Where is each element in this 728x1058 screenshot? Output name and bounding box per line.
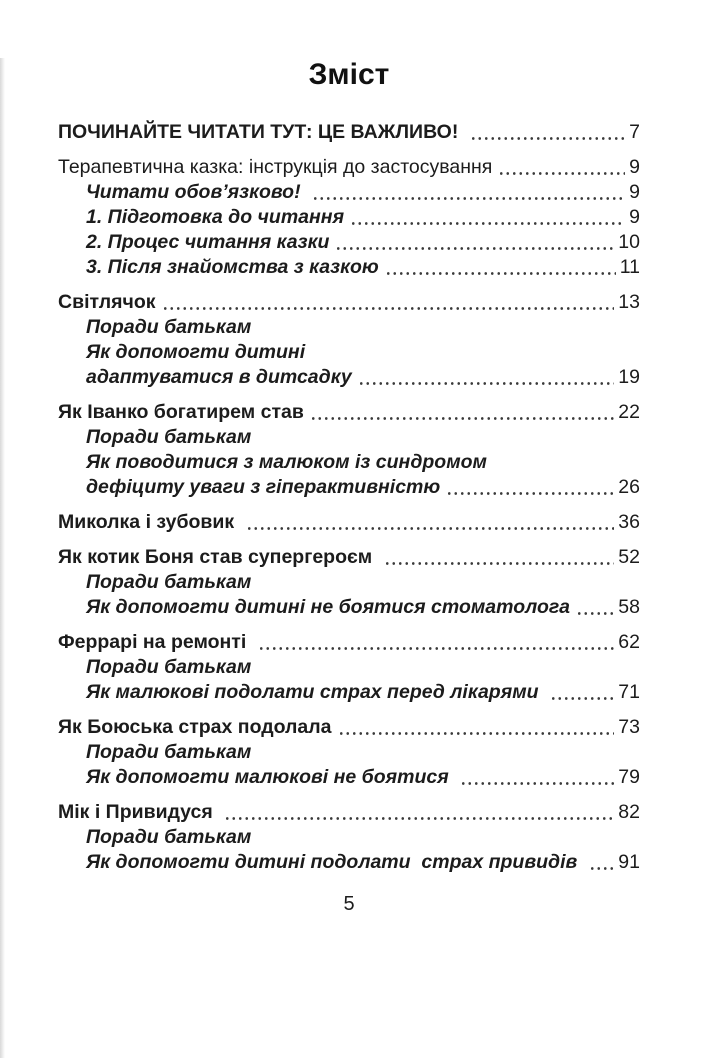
toc-entry	[58, 740, 640, 765]
toc-entry-page: 71	[618, 681, 640, 703]
toc-entry-label: Поради батькам	[86, 571, 252, 593]
leader-dots	[589, 863, 615, 871]
page-title: Зміст	[308, 58, 390, 91]
toc-entry-page: 73	[618, 716, 640, 738]
toc-entry-page: 11	[619, 256, 640, 278]
toc-entry-page: 26	[618, 476, 640, 498]
toc-group	[58, 545, 640, 620]
toc-entry-label: Поради батькам	[86, 426, 252, 448]
page-number: 5	[343, 893, 355, 915]
toc-entry	[58, 715, 640, 740]
toc-entry-page: 58	[618, 596, 640, 618]
leader-dots	[224, 813, 614, 821]
toc-entry-label: Світлячок	[58, 291, 156, 313]
toc-entry	[58, 680, 640, 705]
toc-group	[58, 155, 640, 280]
toc-entry-label: 1. Підготовка до читання	[86, 206, 345, 228]
toc-group	[58, 290, 640, 390]
toc-entry	[58, 510, 640, 535]
toc-entry	[58, 365, 640, 390]
toc-entry	[58, 570, 640, 595]
toc-entry	[58, 230, 640, 255]
toc-entry-page: 9	[629, 206, 640, 228]
toc-entry-label: 2. Процес читання казки	[86, 231, 330, 253]
toc-entry-page: 36	[618, 511, 640, 533]
toc-entry	[58, 545, 640, 570]
scanned-page-edge	[0, 58, 5, 1058]
leader-dots	[258, 643, 615, 651]
leader-dots	[446, 488, 614, 496]
toc-entry-page: 52	[618, 546, 640, 568]
toc-entry	[58, 850, 640, 875]
toc-entry-page: 9	[629, 181, 640, 203]
toc-entry-label: Як допомогти дитині не боятися стоматолога	[86, 596, 570, 618]
toc-group	[58, 400, 640, 500]
toc-entry-label: Терапевтична казка: інструкція до застосування	[58, 156, 493, 178]
toc-entry-label: Миколка і зубовик	[58, 511, 240, 533]
toc-entry	[58, 595, 640, 620]
toc-entry-page: 22	[618, 401, 640, 423]
toc-entry	[58, 155, 640, 180]
leader-dots	[310, 413, 614, 421]
toc-entry-label: Поради батькам	[86, 741, 252, 763]
leader-dots	[162, 303, 615, 311]
toc-entry-label: Як малюкові подолати страх перед лікарями	[86, 681, 544, 703]
toc-entry	[58, 450, 640, 475]
toc-entry	[58, 800, 640, 825]
toc-entry	[58, 475, 640, 500]
toc-entry	[58, 825, 640, 850]
toc-entry-label: ПОЧИНАЙТЕ ЧИТАТИ ТУТ: ЦЕ ВАЖЛИВО!	[58, 121, 464, 143]
toc-entry-label: Як допомогти малюкові не боятися	[86, 766, 455, 788]
toc-list	[58, 120, 640, 875]
leader-dots	[498, 168, 625, 176]
toc-entry-label: Поради батькам	[86, 316, 252, 338]
toc-entry-label: Як поводитися з малюком із синдромом	[86, 451, 487, 473]
toc-entry	[58, 290, 640, 315]
leader-dots	[350, 218, 625, 226]
leader-dots	[246, 523, 615, 531]
toc-entry-label: Поради батькам	[86, 826, 252, 848]
leader-dots	[385, 268, 616, 276]
toc-entry	[58, 120, 640, 145]
toc-group	[58, 630, 640, 705]
toc-entry-page: 19	[618, 366, 640, 388]
leader-dots	[470, 133, 625, 141]
toc-entry-page: 82	[618, 801, 640, 823]
toc-entry	[58, 255, 640, 280]
leader-dots	[384, 558, 615, 566]
toc-entry-label: адаптуватися в дитсадку	[86, 366, 352, 388]
toc-entry	[58, 765, 640, 790]
toc-entry	[58, 205, 640, 230]
toc-entry-label: Як Боюська страх подолала	[58, 716, 332, 738]
toc-entry-page: 79	[618, 766, 640, 788]
toc-entry-page: 62	[618, 631, 640, 653]
leader-dots	[338, 728, 615, 736]
leader-dots	[460, 778, 614, 786]
toc-entry-page: 91	[618, 851, 640, 873]
toc-group	[58, 510, 640, 535]
toc-entry-label: Як допомогти дитині	[86, 341, 306, 363]
toc-entry-label: Як Іванко богатирем став	[58, 401, 304, 423]
toc-group	[58, 800, 640, 875]
toc-entry-label: Як допомогти дитині подолати страх привидів	[86, 851, 583, 873]
toc-entry-page: 7	[629, 121, 640, 143]
leader-dots	[550, 693, 614, 701]
toc-entry-page: 9	[629, 156, 640, 178]
toc-entry	[58, 655, 640, 680]
leader-dots	[335, 243, 614, 251]
toc-entry-label: Як котик Боня став супергероєм	[58, 546, 378, 568]
toc-page	[0, 58, 728, 916]
toc-entry-label: Читати обов’язково!	[86, 181, 307, 203]
leader-dots	[576, 608, 614, 616]
toc-entry-page: 13	[618, 291, 640, 313]
leader-dots	[358, 378, 615, 386]
toc-entry	[58, 425, 640, 450]
toc-entry	[58, 340, 640, 365]
toc-entry-label: Мік і Привидуся	[58, 801, 219, 823]
toc-entry-label: дефіциту уваги з гіперактивністю	[86, 476, 441, 498]
toc-group	[58, 715, 640, 790]
toc-entry-label: Поради батькам	[86, 656, 252, 678]
toc-entry-label: 3. Після знайомства з казкою	[86, 256, 379, 278]
toc-entry	[58, 400, 640, 425]
toc-entry-page: 10	[618, 231, 640, 253]
toc-entry	[58, 630, 640, 655]
leader-dots	[312, 193, 625, 201]
toc-group	[58, 120, 640, 145]
toc-entry	[58, 180, 640, 205]
toc-entry-label: Феррарі на ремонті	[58, 631, 252, 653]
toc-entry	[58, 315, 640, 340]
